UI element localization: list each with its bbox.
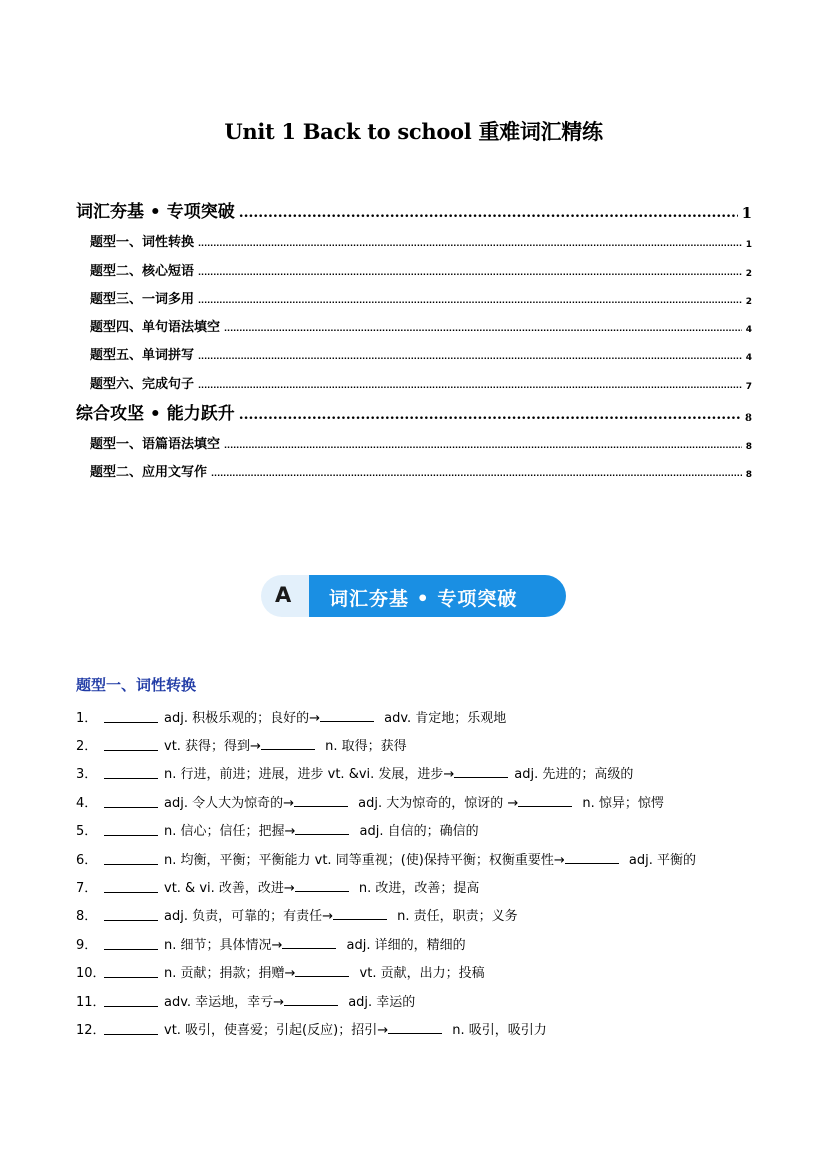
answer-blank[interactable] [388, 1021, 442, 1034]
toc-section-label: 综合攻坚 • 能力跃升 [76, 403, 235, 424]
answer-blank[interactable] [104, 852, 158, 865]
question-item [76, 872, 776, 900]
question-text: n. 贡献；捐款；捐赠→ vt. 贡献，出力；投稿 [164, 966, 485, 982]
toc-page-number: 2 [745, 296, 752, 307]
toc-item-label: 题型六、完成句子 [90, 376, 195, 392]
toc-item-label: 题型五、单词拼写 [90, 348, 195, 364]
section-banner-title: 词汇夯基 • 专项突破 [329, 588, 518, 610]
toc-leader-dots [198, 380, 742, 392]
question-text: vt. 获得；得到→ n. 取得；获得 [164, 739, 407, 755]
toc-page-number: 2 [745, 268, 752, 279]
section-banner [261, 575, 566, 617]
question-item [76, 958, 776, 986]
toc-page-number: 8 [745, 442, 752, 453]
toc-page-number: 4 [745, 353, 752, 364]
question-item [76, 730, 776, 758]
section-badge-letter: A [275, 583, 292, 607]
toc-page-number: 1 [745, 240, 752, 251]
toc-item[interactable] [76, 452, 752, 480]
answer-blank[interactable] [104, 795, 158, 808]
answer-blank[interactable] [104, 908, 158, 921]
question-item [76, 702, 776, 730]
question-text: n. 行进，前进；进展，进步 vt. &vi. 发展，进步→ adj. 先进的；高级的 [164, 767, 634, 783]
answer-blank[interactable] [104, 1022, 158, 1035]
toc-section-label: 词汇夯基 • 专项突破 [76, 202, 235, 222]
toc-page-number: 8 [745, 470, 752, 481]
toc-item[interactable] [76, 250, 752, 278]
toc-page-number: 8 [745, 412, 752, 424]
toc-section-2[interactable] [76, 392, 752, 424]
answer-blank[interactable] [104, 880, 158, 893]
answer-blank[interactable] [518, 794, 572, 807]
toc-page-number: 1 [741, 204, 752, 222]
question-text: adj. 积极乐观的；良好的→ adv. 肯定地；乐观地 [164, 710, 507, 726]
question-list [76, 702, 776, 1043]
toc-item[interactable] [76, 424, 752, 452]
toc-leader-dots [211, 468, 742, 480]
toc-item[interactable] [76, 363, 752, 391]
toc-item-label: 题型二、核心短语 [90, 263, 195, 279]
answer-blank[interactable] [294, 794, 348, 807]
answer-blank[interactable] [565, 851, 619, 864]
toc-page-number: 7 [745, 381, 752, 392]
question-number: 9． [76, 937, 98, 953]
toc-item[interactable] [76, 279, 752, 307]
table-of-contents [76, 190, 752, 480]
question-text: n. 均衡，平衡；平衡能力 vt. 同等重视；(使)保持平衡；权衡重要性→ adj. 平衡的 [164, 852, 696, 868]
answer-blank[interactable] [104, 994, 158, 1007]
answer-blank[interactable] [454, 765, 508, 778]
question-number: 3． [76, 767, 98, 783]
answer-blank[interactable] [320, 709, 374, 722]
toc-leader-dots [239, 406, 741, 424]
question-item [76, 787, 776, 815]
answer-blank[interactable] [104, 738, 158, 751]
question-type-heading: 题型一、词性转换 [76, 676, 197, 694]
answer-blank[interactable] [284, 993, 338, 1006]
answer-blank[interactable] [295, 879, 349, 892]
page-title: Unit 1 Back to school 重难词汇精练 [224, 119, 603, 144]
question-number: 11． [76, 994, 106, 1010]
answer-blank[interactable] [104, 766, 158, 779]
section-banner-bar [309, 575, 566, 617]
toc-section-1[interactable] [76, 190, 752, 222]
question-item [76, 759, 776, 787]
question-number: 7． [76, 881, 98, 897]
question-text: n. 信心；信任；把握→ adj. 自信的；确信的 [164, 824, 479, 840]
question-text: adv. 幸运地，幸亏→ adj. 幸运的 [164, 994, 416, 1010]
answer-blank[interactable] [295, 822, 349, 835]
question-text: adj. 负责，可靠的；有责任→ n. 责任，职责；义务 [164, 909, 518, 925]
answer-blank[interactable] [104, 965, 158, 978]
question-item [76, 816, 776, 844]
question-number: 1． [76, 710, 98, 726]
answer-blank[interactable] [104, 710, 158, 723]
question-number: 8． [76, 909, 98, 925]
toc-leader-dots [239, 204, 738, 222]
toc-item[interactable] [76, 307, 752, 335]
question-text: vt. 吸引，使喜爱；引起(反应)；招引→ n. 吸引，吸引力 [164, 1022, 547, 1038]
toc-leader-dots [198, 351, 742, 363]
question-item [76, 844, 776, 872]
toc-page-number: 4 [745, 325, 752, 336]
question-number: 6． [76, 852, 98, 868]
question-item [76, 1014, 776, 1042]
toc-item[interactable] [76, 222, 752, 250]
toc-item-label: 题型一、语篇语法填空 [90, 437, 221, 453]
toc-item-label: 题型三、一词多用 [90, 291, 195, 307]
toc-leader-dots [224, 323, 742, 335]
answer-blank[interactable] [282, 936, 336, 949]
question-number: 5． [76, 824, 98, 840]
question-number: 4． [76, 795, 98, 811]
question-text: vt. & vi. 改善，改进→ n. 改进，改善；提高 [164, 881, 480, 897]
toc-item[interactable] [76, 335, 752, 363]
answer-blank[interactable] [333, 907, 387, 920]
question-item [76, 901, 776, 929]
toc-item-label: 题型一、词性转换 [90, 235, 195, 251]
question-number: 2． [76, 739, 98, 755]
answer-blank[interactable] [261, 737, 315, 750]
question-text: adj. 令人大为惊奇的→ adj. 大为惊奇的，惊讶的 → n. 惊异；惊愕 [164, 795, 664, 811]
question-number: 10． [76, 966, 106, 982]
toc-item-label: 题型四、单句语法填空 [90, 320, 221, 336]
question-item [76, 929, 776, 957]
toc-item-label: 题型二、应用文写作 [90, 465, 208, 481]
answer-blank[interactable] [295, 964, 349, 977]
toc-leader-dots [198, 295, 742, 307]
question-number: 12． [76, 1022, 106, 1038]
toc-leader-dots [198, 238, 742, 250]
answer-blank[interactable] [104, 823, 158, 836]
toc-leader-dots [198, 267, 742, 279]
answer-blank[interactable] [104, 937, 158, 950]
toc-leader-dots [224, 440, 742, 452]
question-item [76, 986, 776, 1014]
question-text: n. 细节；具体情况→ adj. 详细的，精细的 [164, 937, 466, 953]
